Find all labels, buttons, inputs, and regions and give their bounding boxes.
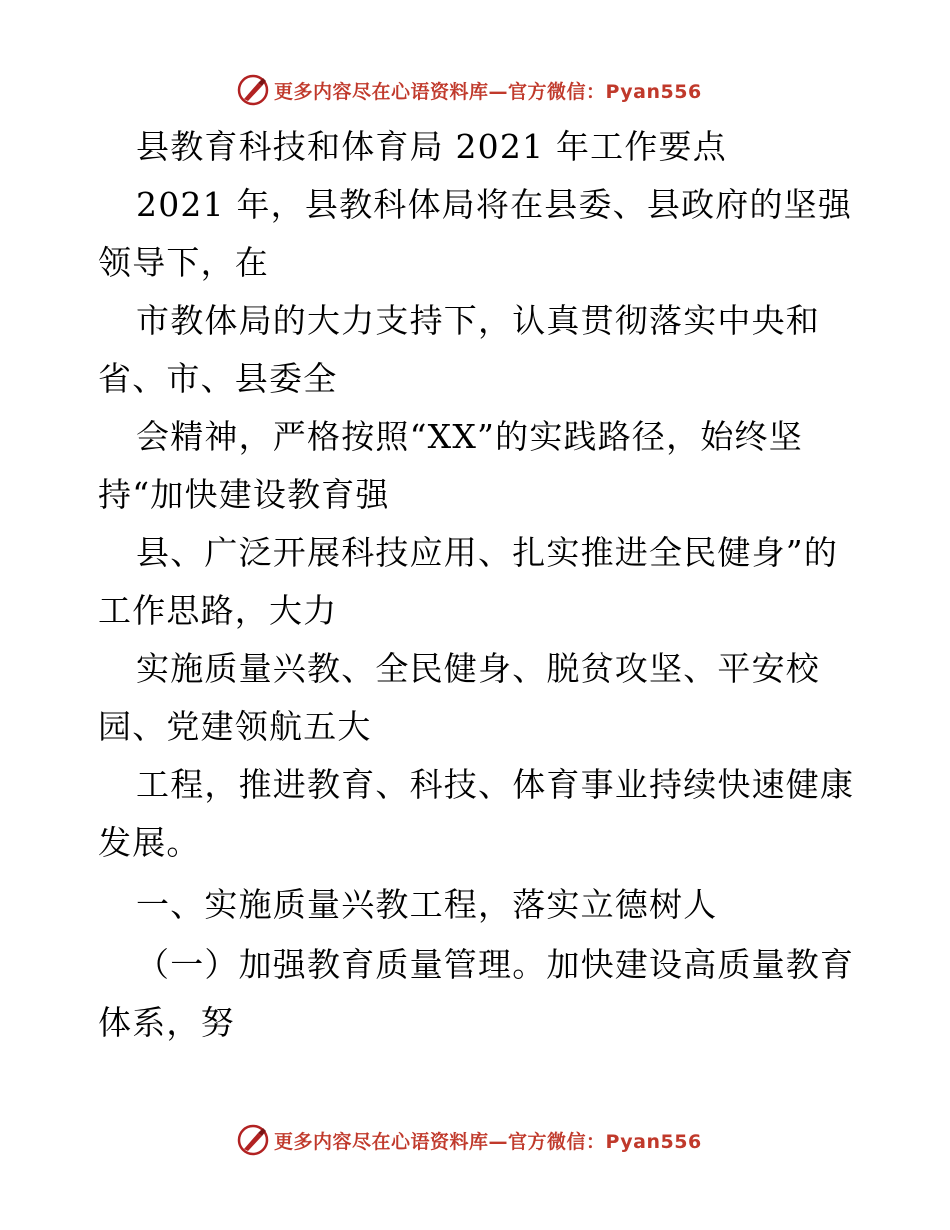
- doc-line: 省、市、县委全: [98, 359, 338, 398]
- header-watermark: [236, 72, 702, 108]
- footer-watermark: [236, 1122, 702, 1158]
- doc-line: （一）加强教育质量管理。加快建设高质量教育: [136, 945, 855, 984]
- doc-line: 发展。: [98, 823, 201, 862]
- doc-line: 实施质量兴教、全民健身、脱贫攻坚、平安校: [136, 649, 820, 688]
- doc-line: 体系，努: [98, 1003, 235, 1042]
- doc-line: 2021 年，县教科体局将在县委、县政府的坚强: [136, 185, 853, 224]
- doc-line: 市教体局的大力支持下，认真贯彻落实中央和: [136, 301, 820, 340]
- pen-circle-logo-icon: [236, 73, 270, 107]
- doc-line: 会精神，严格按照“XX”的实践路径，始终坚: [136, 417, 803, 456]
- doc-line: 领导下，在: [98, 243, 269, 282]
- doc-line: 工程，推进教育、科技、体育事业持续快速健康: [136, 765, 855, 804]
- doc-line: 县、广泛开展科技应用、扎实推进全民健身”的: [136, 533, 839, 572]
- doc-line: 工作思路，大力: [98, 591, 338, 630]
- doc-line: 园、党建领航五大: [98, 707, 372, 746]
- section-heading: 一、实施质量兴教工程，落实立德树人: [136, 885, 718, 924]
- watermark-text: 更多内容尽在心语资料库—官方微信：Pyan556: [274, 1130, 702, 1153]
- doc-line: 持“加快建设教育强: [98, 475, 390, 514]
- pen-circle-logo-icon: [236, 1123, 270, 1157]
- doc-title: 县教育科技和体育局 2021 年工作要点: [136, 127, 727, 166]
- watermark-text: 更多内容尽在心语资料库—官方微信：Pyan556: [274, 80, 702, 103]
